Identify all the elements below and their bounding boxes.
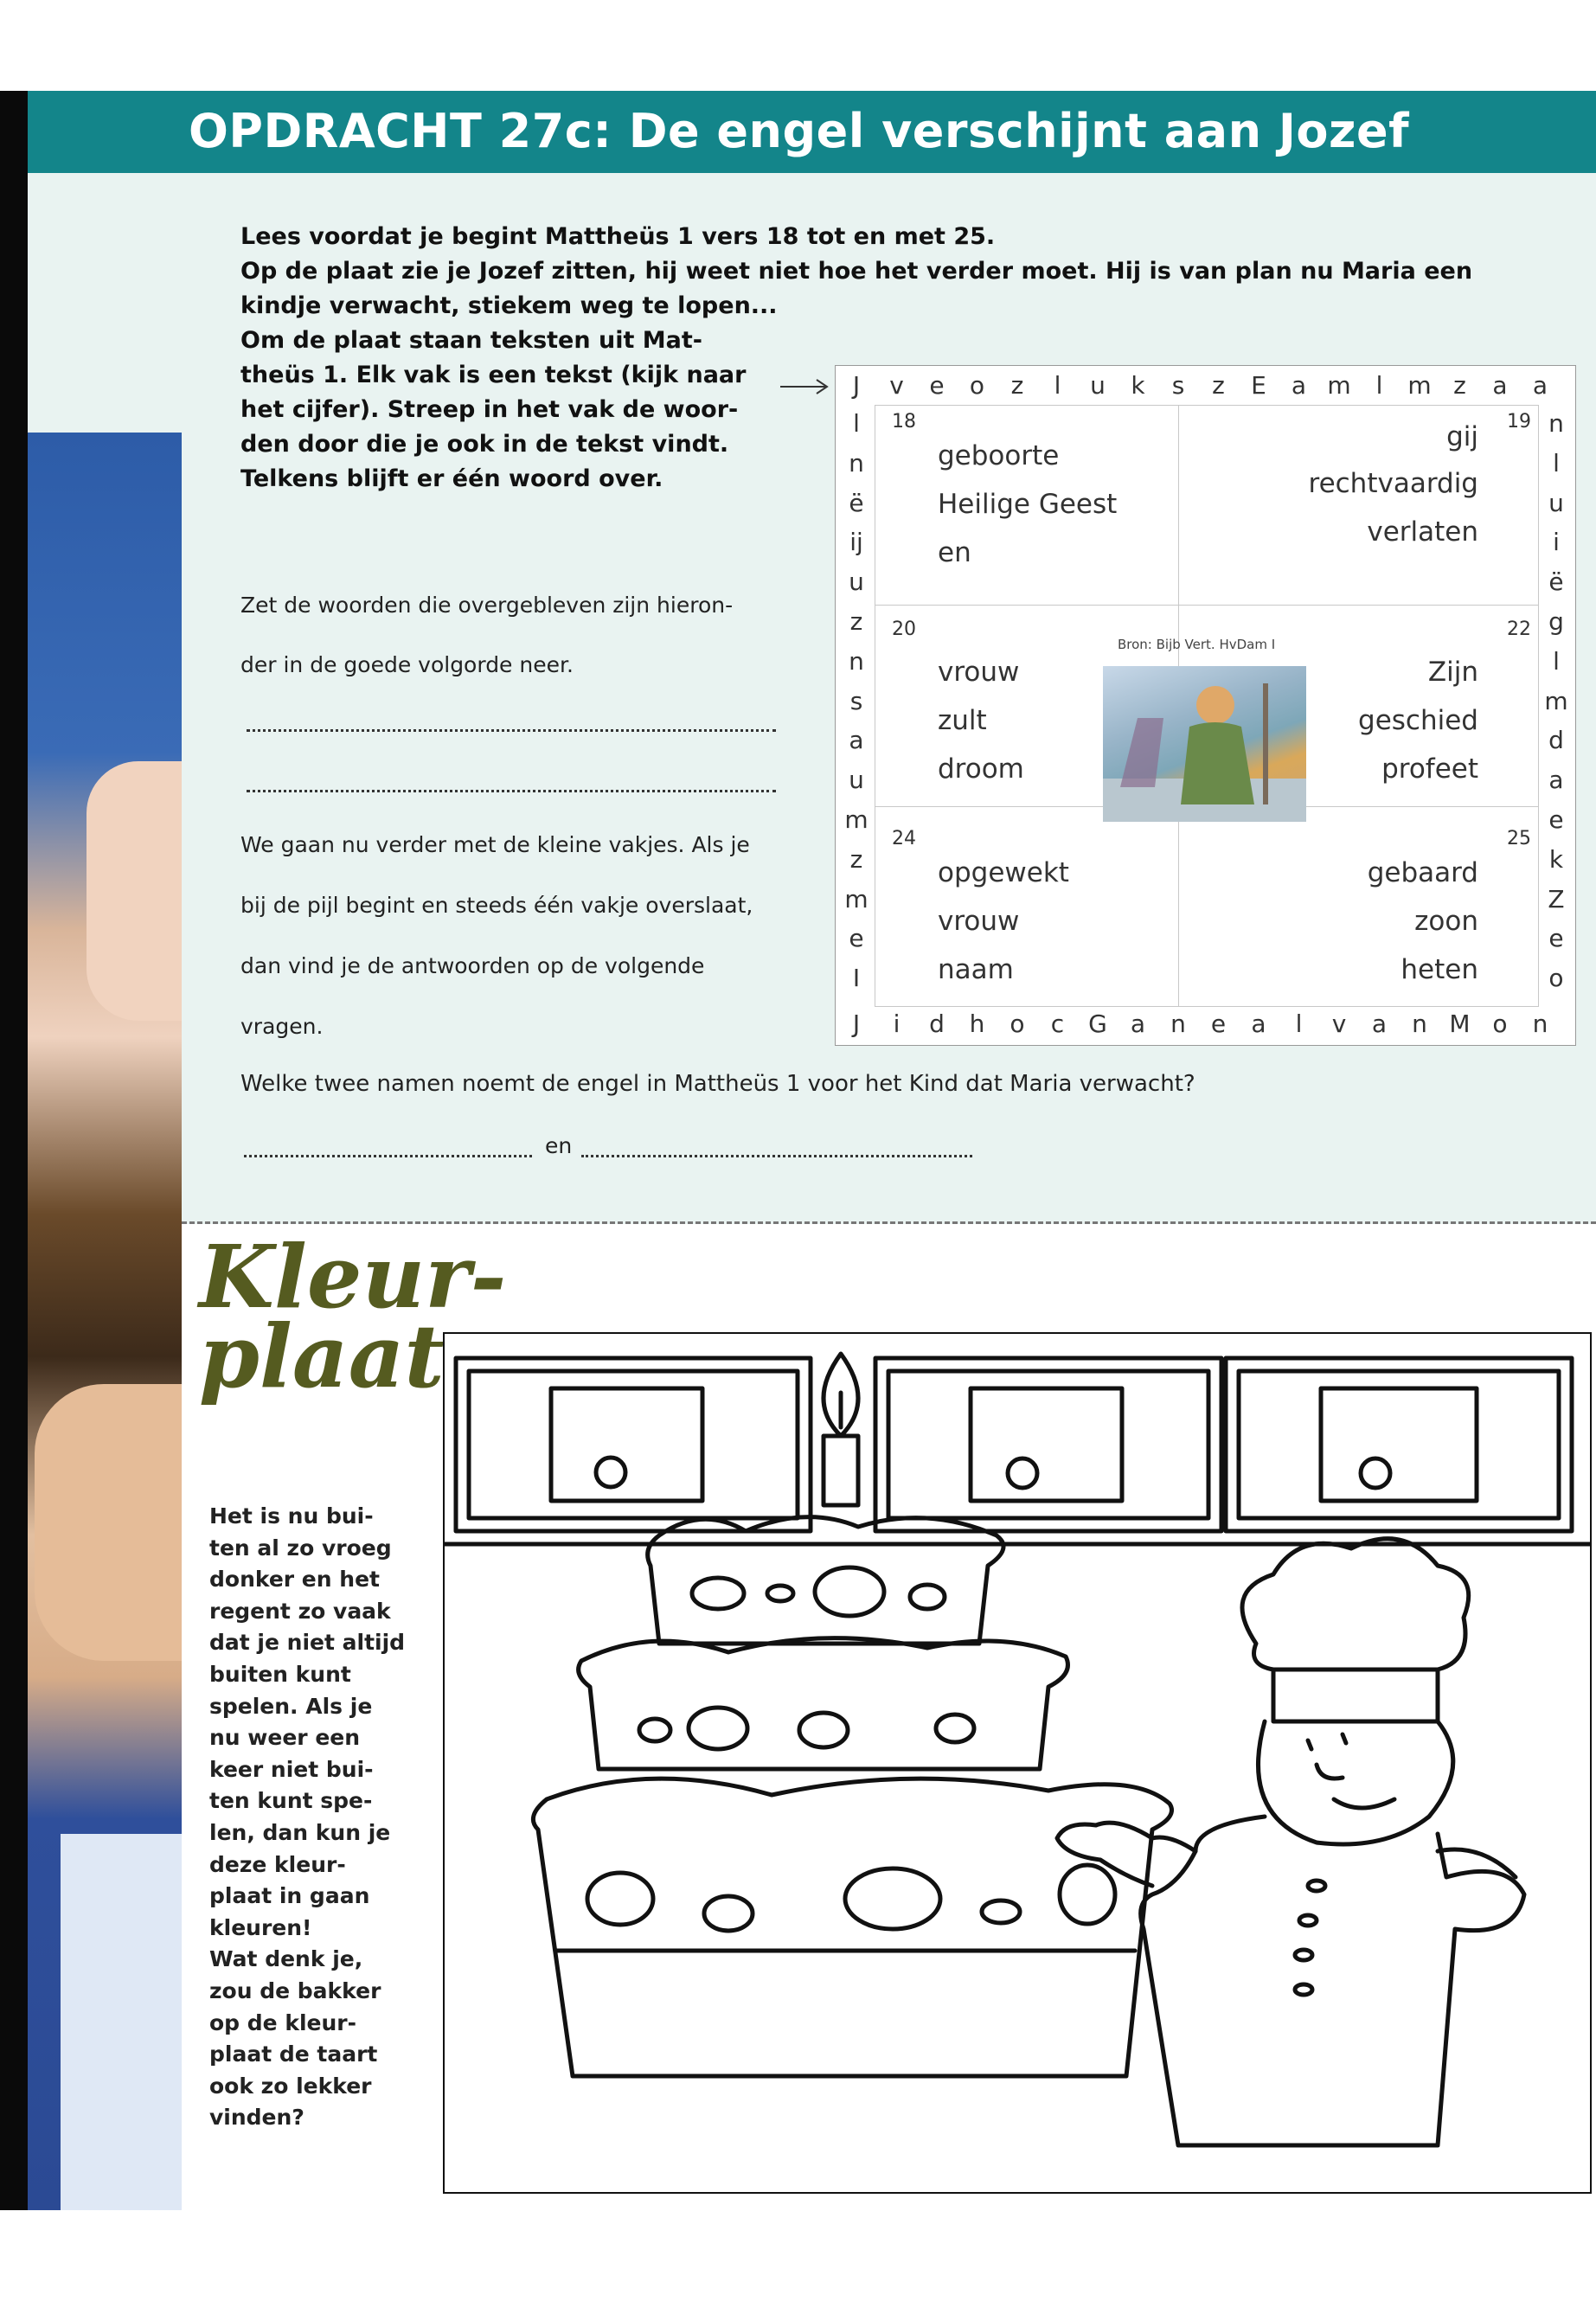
box-word[interactable]: geschied bbox=[1358, 705, 1478, 736]
box-number: 20 bbox=[892, 619, 916, 640]
box-word[interactable]: en bbox=[938, 537, 971, 568]
puzzle-letter[interactable]: a bbox=[1291, 371, 1307, 400]
puzzle-letter[interactable]: n bbox=[849, 646, 864, 676]
puzzle-letter[interactable]: g bbox=[1548, 607, 1564, 636]
puzzle-letter[interactable]: v bbox=[1331, 1009, 1347, 1038]
puzzle-letter[interactable]: l bbox=[1375, 371, 1383, 400]
puzzle-letter[interactable]: u bbox=[1090, 371, 1106, 400]
puzzle-letter[interactable]: v bbox=[889, 371, 904, 400]
kleurplaat-text-line: op de kleur- bbox=[209, 2009, 356, 2035]
puzzle-letter[interactable]: a bbox=[1492, 371, 1508, 400]
instruction-text: We gaan nu verder met de kleine vakjes. Als je bbox=[240, 832, 750, 857]
kleurplaat-text-line: ten kunt spe- bbox=[209, 1788, 373, 1814]
puzzle-letter[interactable]: e bbox=[929, 371, 945, 400]
intro-line: Telkens blijft er één woord over. bbox=[240, 465, 663, 492]
puzzle-letter[interactable]: h bbox=[969, 1009, 985, 1038]
box-word[interactable]: Zijn bbox=[1427, 657, 1478, 688]
kleurplaat-text-line: kleuren! bbox=[209, 1914, 312, 1940]
kleurplaat-title-line2: plaat bbox=[199, 1305, 445, 1407]
puzzle-letter[interactable]: m bbox=[1407, 371, 1432, 400]
kleurplaat-text-line: buiten kunt bbox=[209, 1661, 351, 1687]
puzzle-letter[interactable]: m bbox=[1544, 686, 1568, 715]
puzzle-letter[interactable]: s bbox=[1171, 371, 1185, 400]
intro-line: theüs 1. Elk vak is een tekst (kijk naar bbox=[240, 362, 747, 388]
kleurplaat-text-line: deze kleur- bbox=[209, 1851, 346, 1877]
puzzle-letter[interactable]: G bbox=[1088, 1009, 1107, 1038]
puzzle-letter[interactable]: u bbox=[1548, 488, 1564, 517]
box-number: 18 bbox=[892, 411, 916, 433]
puzzle-letter[interactable]: a bbox=[1548, 766, 1564, 795]
kleurplaat-text-line: ook zo lekker bbox=[209, 2073, 372, 2099]
puzzle-letter[interactable]: i bbox=[1553, 528, 1560, 557]
instruction-text: vragen. bbox=[240, 1014, 324, 1039]
puzzle-letter[interactable]: l bbox=[1553, 646, 1560, 676]
box-word[interactable]: heten bbox=[1401, 954, 1478, 985]
box-word[interactable]: opgewekt bbox=[938, 857, 1069, 888]
puzzle-letter[interactable]: e bbox=[1210, 1009, 1227, 1038]
puzzle-letter[interactable]: e bbox=[849, 924, 864, 953]
puzzle-letter[interactable]: m bbox=[844, 884, 869, 913]
puzzle-letter[interactable]: ë bbox=[849, 488, 864, 517]
intro-line: het cijfer). Streep in het vak de woor- bbox=[240, 396, 739, 423]
text-box-24[interactable] bbox=[875, 806, 1179, 1007]
kleurplaat-text-line: Wat denk je, bbox=[209, 1946, 363, 1972]
text-box-19[interactable] bbox=[1178, 405, 1539, 606]
puzzle-letter[interactable]: s bbox=[849, 686, 863, 715]
child-face-top bbox=[87, 761, 182, 1021]
box-word[interactable]: droom bbox=[938, 753, 1024, 785]
kleurplaat-text-line: dat je niet altijd bbox=[209, 1630, 406, 1656]
box-number: 24 bbox=[892, 828, 916, 849]
kleurplaat-text-line: plaat de taart bbox=[209, 2041, 378, 2067]
puzzle-letter[interactable]: z bbox=[1212, 371, 1225, 400]
puzzle-letter[interactable]: l bbox=[853, 409, 860, 438]
answer-line-2[interactable] bbox=[581, 1152, 972, 1157]
box-word[interactable]: zult bbox=[938, 705, 987, 736]
puzzle-letter[interactable]: n bbox=[1170, 1009, 1186, 1038]
puzzle-letter[interactable]: k bbox=[1548, 844, 1564, 874]
puzzle-letter[interactable]: d bbox=[1548, 726, 1564, 755]
box-word[interactable]: verlaten bbox=[1367, 516, 1478, 548]
puzzle-letter[interactable]: n bbox=[1532, 1009, 1548, 1038]
page-edge-bar bbox=[0, 91, 28, 2210]
top-margin bbox=[0, 0, 1596, 91]
image-caption: Bron: Bijb Vert. HvDam I bbox=[1118, 637, 1276, 652]
puzzle-letter[interactable]: d bbox=[929, 1009, 945, 1038]
puzzle-letter[interactable]: e bbox=[1548, 805, 1564, 834]
puzzle-letter[interactable]: n bbox=[1548, 409, 1564, 438]
puzzle-letter[interactable]: c bbox=[1050, 1009, 1065, 1038]
puzzle-letter[interactable]: J bbox=[852, 1009, 861, 1038]
box-word[interactable]: rechtvaardig bbox=[1308, 468, 1478, 499]
puzzle-letter[interactable]: z bbox=[1453, 371, 1466, 400]
box-word[interactable]: naam bbox=[938, 954, 1014, 985]
cut-line bbox=[182, 1221, 1596, 1224]
kleurplaat-text-line: vinden? bbox=[209, 2105, 304, 2131]
kleurplaat-text-line: Het is nu bui- bbox=[209, 1503, 374, 1529]
box-number: 25 bbox=[1507, 828, 1531, 849]
kleurplaat-text-line: zou de bakker bbox=[209, 1977, 381, 2003]
answer-line[interactable] bbox=[247, 727, 776, 732]
puzzle-letter[interactable]: o bbox=[969, 371, 985, 400]
box-word[interactable]: gebaard bbox=[1367, 857, 1478, 888]
intro-line: Om de plaat staan teksten uit Mat- bbox=[240, 327, 702, 354]
instruction-text: bij de pijl begint en steeds één vakje overslaat, bbox=[240, 893, 753, 918]
puzzle-letter[interactable]: o bbox=[1010, 1009, 1025, 1038]
puzzle-letter[interactable]: i bbox=[893, 1009, 901, 1038]
puzzle-letter[interactable]: u bbox=[849, 766, 864, 795]
page-title: OPDRACHT 27c: De engel verschijnt aan Jozef bbox=[189, 104, 1410, 158]
intro-line: Lees voordat je begint Mattheüs 1 vers 18 tot en met 25. bbox=[240, 223, 996, 250]
puzzle-letter[interactable]: k bbox=[1131, 371, 1145, 400]
jozef-illustration bbox=[1103, 666, 1306, 822]
box-word[interactable]: vrouw bbox=[938, 657, 1020, 688]
puzzle-letter[interactable]: a bbox=[1130, 1009, 1146, 1038]
puzzle-letter[interactable]: u bbox=[849, 567, 864, 597]
puzzle-letter[interactable]: l bbox=[1295, 1009, 1303, 1038]
puzzle-letter[interactable]: z bbox=[1010, 371, 1024, 400]
puzzle-letter[interactable]: ë bbox=[1548, 567, 1564, 597]
puzzle-letter[interactable]: M bbox=[1449, 1009, 1471, 1038]
puzzle-letter[interactable]: Z bbox=[1548, 884, 1565, 913]
box-word[interactable]: vrouw bbox=[938, 906, 1020, 937]
puzzle-letter[interactable]: n bbox=[849, 448, 864, 478]
puzzle-letter[interactable]: I bbox=[852, 964, 861, 993]
box-number: 22 bbox=[1507, 619, 1531, 640]
intro-line: Op de plaat zie je Jozef zitten, hij weet niet hoe het verder moet. Hij is van plan nu Maria een bbox=[240, 258, 1473, 285]
puzzle-letter[interactable]: e bbox=[1548, 924, 1564, 953]
box-word[interactable]: Heilige Geest bbox=[938, 489, 1118, 520]
bakery-coloring-picture[interactable] bbox=[443, 1332, 1592, 2194]
puzzle-letter[interactable]: a bbox=[1532, 371, 1548, 400]
child-face-bottom bbox=[35, 1384, 182, 1661]
box-number: 19 bbox=[1507, 411, 1531, 433]
instruction-text: Zet de woorden die overgebleven zijn hieron- bbox=[240, 593, 734, 618]
puzzle-letter[interactable]: m bbox=[1327, 371, 1351, 400]
kleurplaat-text-line: nu weer een bbox=[209, 1725, 361, 1751]
answer-line-1[interactable] bbox=[244, 1152, 532, 1157]
puzzle-letter[interactable]: z bbox=[849, 607, 863, 636]
instruction-text: dan vind je de antwoorden op de volgende bbox=[240, 953, 705, 978]
puzzle-letter[interactable]: o bbox=[1492, 1009, 1508, 1038]
puzzle-letter[interactable]: J bbox=[852, 371, 861, 400]
kleurplaat-text bbox=[209, 1501, 417, 2134]
answer-line[interactable] bbox=[247, 787, 776, 792]
puzzle-letter[interactable]: z bbox=[849, 844, 863, 874]
puzzle-letter[interactable]: l bbox=[1054, 371, 1061, 400]
text-box-25[interactable] bbox=[1178, 806, 1539, 1007]
kleurplaat-text-line: keer niet bui- bbox=[209, 1756, 374, 1782]
box-word[interactable]: profeet bbox=[1381, 753, 1478, 785]
box-word[interactable]: zoon bbox=[1414, 906, 1478, 937]
question-text: Welke twee namen noemt de engel in Mattheüs 1 voor het Kind dat Maria verwacht? bbox=[240, 1071, 1195, 1097]
kleurplaat-text-line: donker en het bbox=[209, 1567, 380, 1593]
puzzle-letter[interactable]: ij bbox=[849, 528, 863, 557]
puzzle-letter[interactable]: n bbox=[1412, 1009, 1427, 1038]
puzzle-letter[interactable]: a bbox=[1251, 1009, 1266, 1038]
photo-light-area bbox=[61, 1834, 182, 2210]
puzzle-letter[interactable]: a bbox=[1371, 1009, 1388, 1038]
puzzle-letter[interactable]: a bbox=[849, 726, 864, 755]
answer-connector: en bbox=[545, 1133, 573, 1158]
kleurplaat-text-line: len, dan kun je bbox=[209, 1819, 391, 1845]
arrow-right-icon bbox=[779, 374, 830, 400]
intro-line: kindje verwacht, stiekem weg te lopen... bbox=[240, 292, 778, 319]
kleurplaat-text-line: regent zo vaak bbox=[209, 1598, 391, 1624]
puzzle-letter[interactable]: o bbox=[1548, 964, 1564, 993]
box-word[interactable]: gij bbox=[1446, 421, 1478, 452]
puzzle-letter[interactable]: E bbox=[1251, 371, 1266, 400]
kleurplaat-text-line: plaat in gaan bbox=[209, 1883, 370, 1909]
kleurplaat-text-line: ten al zo vroeg bbox=[209, 1535, 392, 1561]
bottom-margin bbox=[0, 2210, 1596, 2301]
kleurplaat-text-line: spelen. Als je bbox=[209, 1693, 373, 1719]
kleurplaat-title-line1: Kleur- bbox=[199, 1226, 507, 1328]
puzzle-letter[interactable]: l bbox=[1553, 448, 1560, 478]
puzzle-letter[interactable]: m bbox=[844, 805, 869, 834]
instruction-text: der in de goede volgorde neer. bbox=[240, 652, 574, 677]
intro-line: den door die je ook in de tekst vindt. bbox=[240, 431, 729, 458]
box-word[interactable]: geboorte bbox=[938, 440, 1060, 471]
